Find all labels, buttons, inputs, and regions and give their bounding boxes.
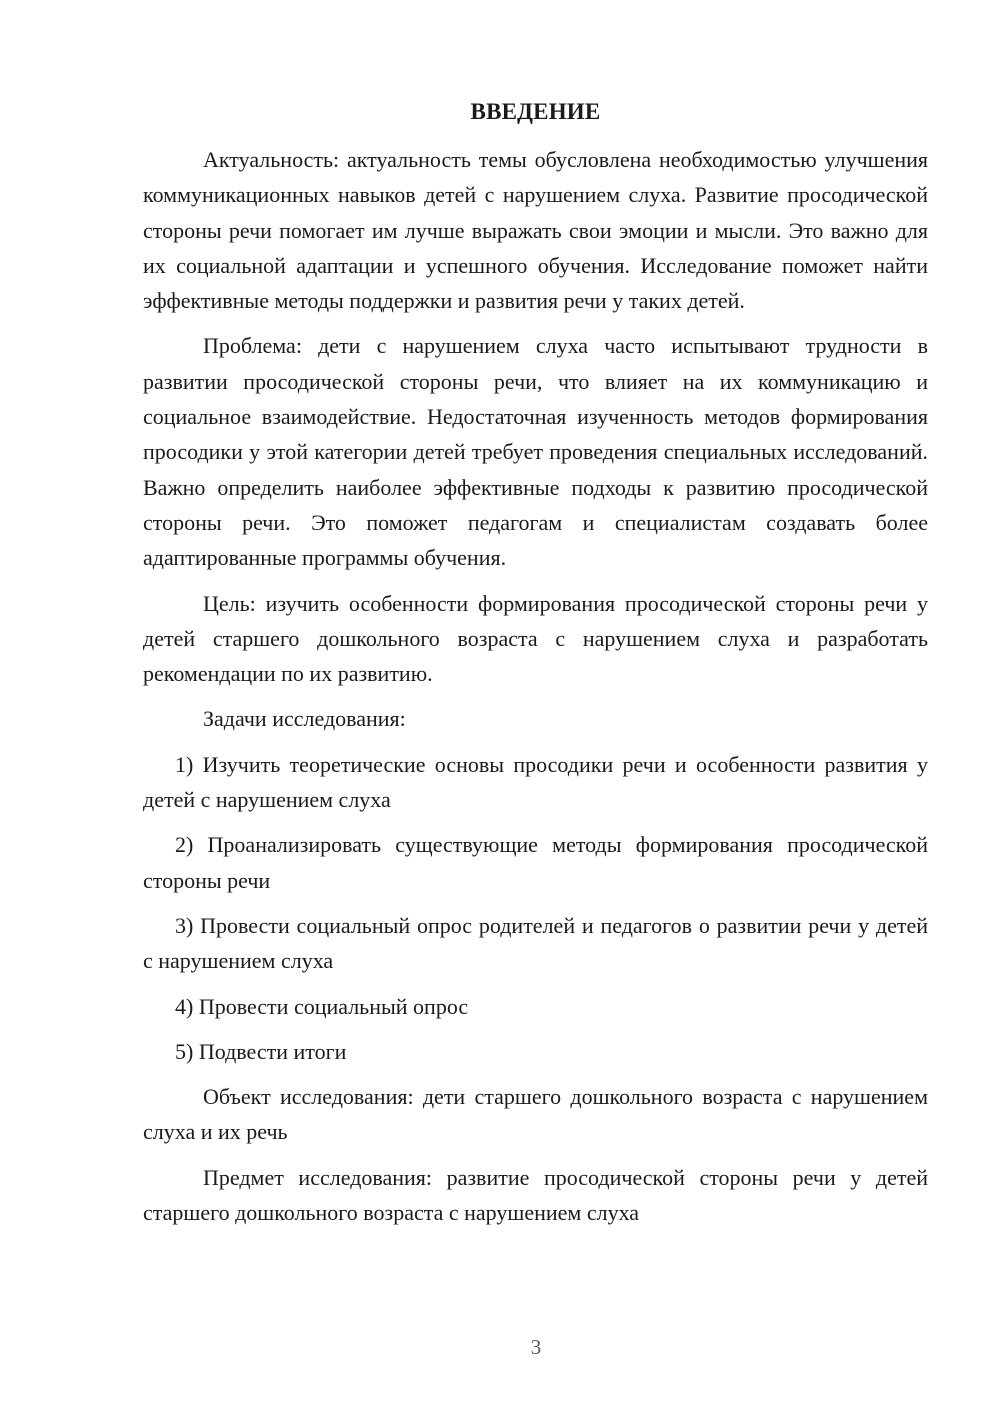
subject-paragraph: Предмет исследования: развитие просодической стороны речи у детей старшего дошкольного возраста с нарушением слуха bbox=[143, 1164, 928, 1226]
tasks-heading: Задачи исследования: bbox=[203, 706, 406, 732]
relevance-paragraph: Актуальность: актуальность темы обусловлена необходимостью улучшения коммуникационных навыков детей с нарушением слуха. Развитие просодической стороны речи помогает им лучше выражать свои эмоции и мысли. Это важно для их социальной адаптации и успешного обучения. Исследование поможет найти эффективные методы поддержки и развития речи у таких детей. bbox=[143, 147, 928, 314]
task-item-2: 2) Проанализировать существующие методы формирования просодической стороны речи bbox=[143, 832, 928, 893]
section-title: ВВЕДЕНИЕ bbox=[470, 99, 601, 124]
problem-paragraph: Проблема: дети с нарушением слуха часто испытывают трудности в развитии просодической стороны речи, что влияет на их коммуникацию и социальное взаимодействие. Недостаточная изученность методов формирования просодики у этой категории детей требует проведения специальных исследований. Важно определить наиболее эффективные подходы к развитию просодической стороны речи. Это поможет педагогам и специалистам создавать более адаптированные программы обучения. bbox=[143, 333, 928, 571]
page-content bbox=[143, 94, 928, 1240]
task-item-1: 1) Изучить теоретические основы просодики речи и особенности развития у детей с нарушением слуха bbox=[143, 751, 928, 813]
task-item-3: 3) Провести социальный опрос родителей и педагогов о развитии речи у детей с нарушением слуха bbox=[143, 912, 928, 974]
page-number: 3 bbox=[530, 1335, 542, 1359]
goal-paragraph: Цель: изучить особенности формирования просодической стороны речи у детей старшего дошкольного возраста с нарушением слуха и разработать рекомендации по их развитию. bbox=[143, 590, 928, 687]
object-paragraph: Объект исследования: дети старшего дошкольного возраста с нарушением слуха и их речь bbox=[143, 1084, 928, 1145]
task-item-5: 5) Подвести итоги bbox=[175, 1038, 347, 1064]
task-item-4: 4) Провести социальный опрос bbox=[175, 993, 469, 1019]
